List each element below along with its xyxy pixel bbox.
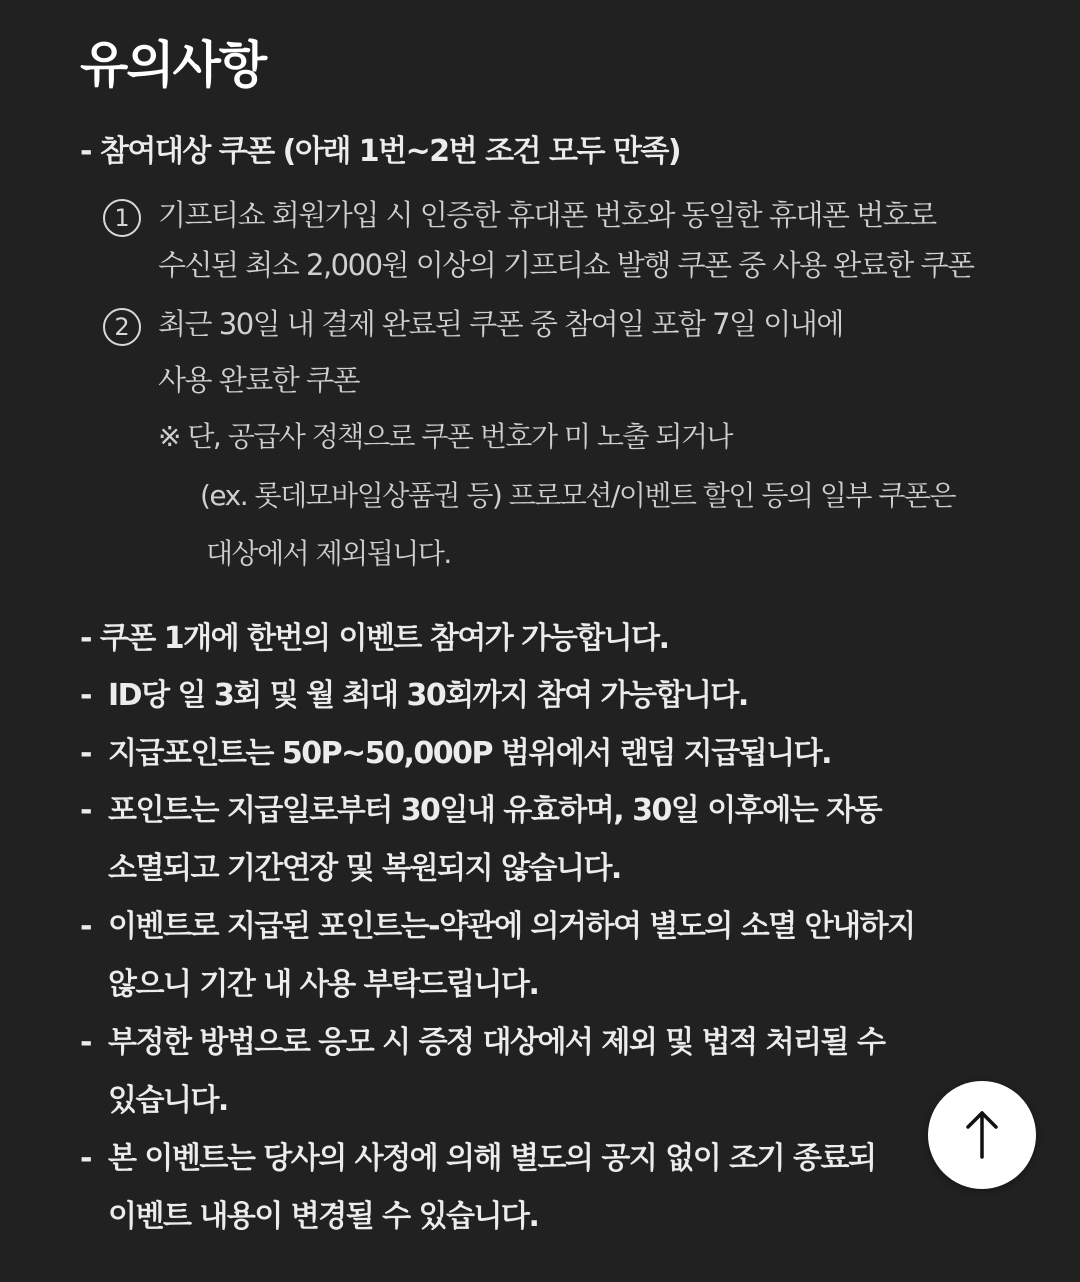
rule-no-expiry-notice-line-2: 않으니 기간 내 사용 부탁드립니다.	[108, 967, 539, 1002]
rule-bullet: -	[80, 736, 93, 771]
exclusion-note-line-2: (ex. 롯데모바일상품권 등) 프로모션/이벤트 할인 등의 일부 쿠폰은	[200, 479, 955, 512]
rule-bullet: -	[80, 678, 93, 713]
exclusion-note-line-1: ※ 단, 공급사 정책으로 쿠폰 번호가 미 노출 되거나	[158, 420, 732, 453]
rule-bullet: -	[80, 1025, 93, 1060]
condition-1-line-1: 기프티쇼 회원가입 시 인증한 휴대폰 번호와 동일한 휴대폰 번호로	[158, 198, 936, 232]
rule-bullet: -	[80, 793, 93, 828]
rule-point-range: 지급포인트는 50P~50,000P 범위에서 랜덤 지급됩니다.	[108, 736, 831, 771]
scroll-to-top-button[interactable]	[928, 1081, 1036, 1189]
rule-point-expiry-line-1: 포인트는 지급일로부터 30일내 유효하며, 30일 이후에는 자동	[108, 793, 882, 828]
participation-heading: - 참여대상 쿠폰 (아래 1번~2번 조건 모두 만족)	[80, 134, 681, 169]
rule-early-termination-line-2: 이벤트 내용이 변경될 수 있습니다.	[108, 1199, 539, 1234]
rule-participation-limit: ID당 일 3회 및 월 최대 30회까지 참여 가능합니다.	[108, 678, 748, 713]
rule-bullet: -	[80, 909, 93, 944]
arrow-up-icon	[962, 1109, 1002, 1161]
page-title: 유의사항	[80, 36, 266, 94]
rule-fraud-line-1: 부정한 방법으로 응모 시 증정 대상에서 제외 및 법적 처리될 수	[108, 1025, 885, 1060]
rule-no-expiry-notice-line-1: 이벤트로 지급된 포인트는-약관에 의거하여 별도의 소멸 안내하지	[108, 909, 915, 944]
rule-bullet: -	[80, 1141, 93, 1176]
rule-point-expiry-line-2: 소멸되고 기간연장 및 복원되지 않습니다.	[108, 851, 621, 886]
exclusion-note-line-3: 대상에서 제외됩니다.	[206, 537, 451, 570]
rule-early-termination-line-1: 본 이벤트는 당사의 사정에 의해 별도의 공지 없이 조기 종료되	[108, 1141, 876, 1176]
rule-fraud-line-2: 있습니다.	[108, 1083, 228, 1118]
condition-1-line-2: 수신된 최소 2,000원 이상의 기프티쇼 발행 쿠폰 중 사용 완료한 쿠폰	[158, 248, 974, 282]
rule-one-coupon-per-entry: - 쿠폰 1개에 한번의 이벤트 참여가 가능합니다.	[80, 621, 669, 656]
condition-number-1: 1	[103, 199, 141, 237]
condition-number-2: 2	[103, 308, 141, 346]
condition-2-line-1: 최근 30일 내 결제 완료된 쿠폰 중 참여일 포함 7일 이내에	[158, 307, 843, 341]
condition-2-line-2: 사용 완료한 쿠폰	[158, 363, 360, 397]
